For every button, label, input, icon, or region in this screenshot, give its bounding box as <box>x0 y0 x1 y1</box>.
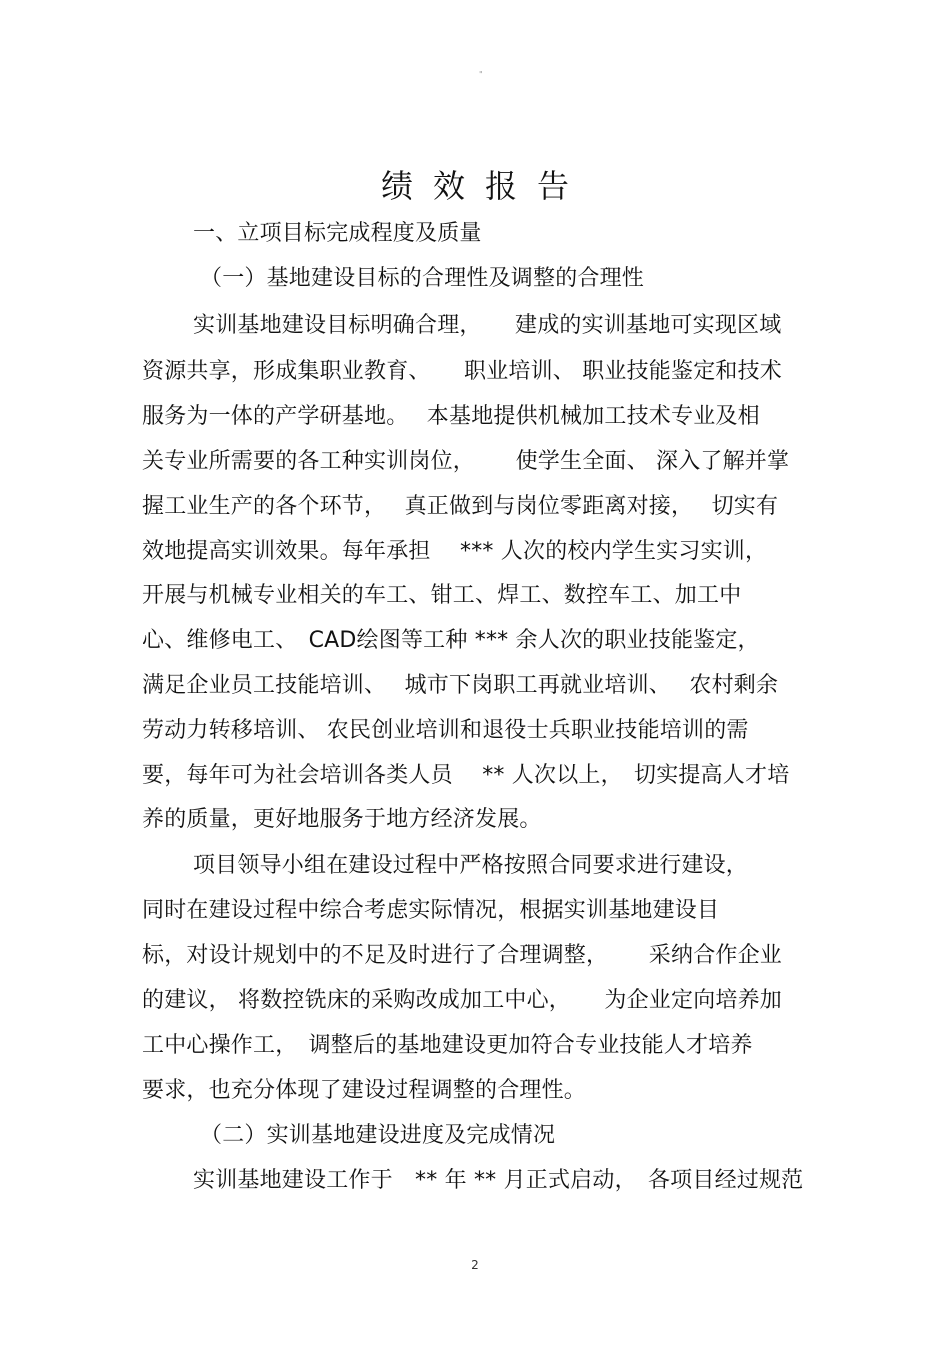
paragraph-line: 握工业生产的各个环节， 真正做到与岗位零距离对接， 切实有 <box>142 494 779 519</box>
paragraph-line: 劳动力转移培训、 农民创业培训和退役士兵职业技能培训的需 <box>142 718 749 743</box>
paragraph-line: 要求，也充分体现了建设过程调整的合理性。 <box>142 1078 587 1103</box>
document-title: 绩效报告 <box>380 167 589 205</box>
paragraph-line: 工中心操作工， 调整后的基地建设更加符合专业技能人才培养 <box>142 1033 753 1058</box>
paragraph-line: 资源共享，形成集职业教育、 职业培训、 职业技能鉴定和技术 <box>142 359 782 384</box>
paragraph-line: 项目领导小组在建设过程中严格按照合同要求进行建设， <box>193 853 749 878</box>
paragraph-line: 开展与机械专业相关的车工、钳工、焊工、数控车工、加工中 <box>142 583 742 608</box>
subsection-heading-1: （一）基地建设目标的合理性及调整的合理性 <box>200 266 645 291</box>
paragraph-line: 满足企业员工技能培训、 城市下岗职工再就业培训、 农村剩余 <box>142 673 779 698</box>
section-heading-1: 一、立项目标完成程度及质量 <box>193 221 482 246</box>
paragraph-line: 养的质量，更好地服务于地方经济发展。 <box>142 807 542 832</box>
paragraph-line: 服务为一体的产学研基地。 本基地提供机械加工技术专业及相 <box>142 404 760 429</box>
page-number: 2 <box>471 1258 479 1272</box>
paragraph-line: 实训基地建设目标明确合理， 建成的实训基地可实现区域 <box>193 313 782 338</box>
subsection-heading-2: （二）实训基地建设进度及完成情况 <box>200 1123 556 1148</box>
paragraph-line: 要，每年可为社会培训各类人员 ** 人次以上， 切实提高人才培 <box>142 763 790 788</box>
paragraph-line: 同时在建设过程中综合考虑实际情况，根据实训基地建设目 <box>142 898 720 923</box>
paragraph-line: 的建议， 将数控铣床的采购改成加工中心， 为企业定向培养加 <box>142 988 782 1013</box>
paragraph-line: 关专业所需要的各工种实训岗位， 使学生全面、 深入了解并掌 <box>142 449 790 474</box>
paragraph-line: 心、维修电工、 CAD绘图等工种 *** 余人次的职业技能鉴定， <box>142 628 760 653</box>
paragraph-line: 效地提高实训效果。每年承担 *** 人次的校内学生实习实训， <box>142 539 768 564</box>
paragraph-line: 实训基地建设工作于 ** 年 ** 月正式启动， 各项目经过规范 <box>193 1168 804 1193</box>
paragraph-line: 标，对设计规划中的不足及时进行了合理调整， 采纳合作企业 <box>142 943 782 968</box>
top-mark: " <box>479 70 483 79</box>
